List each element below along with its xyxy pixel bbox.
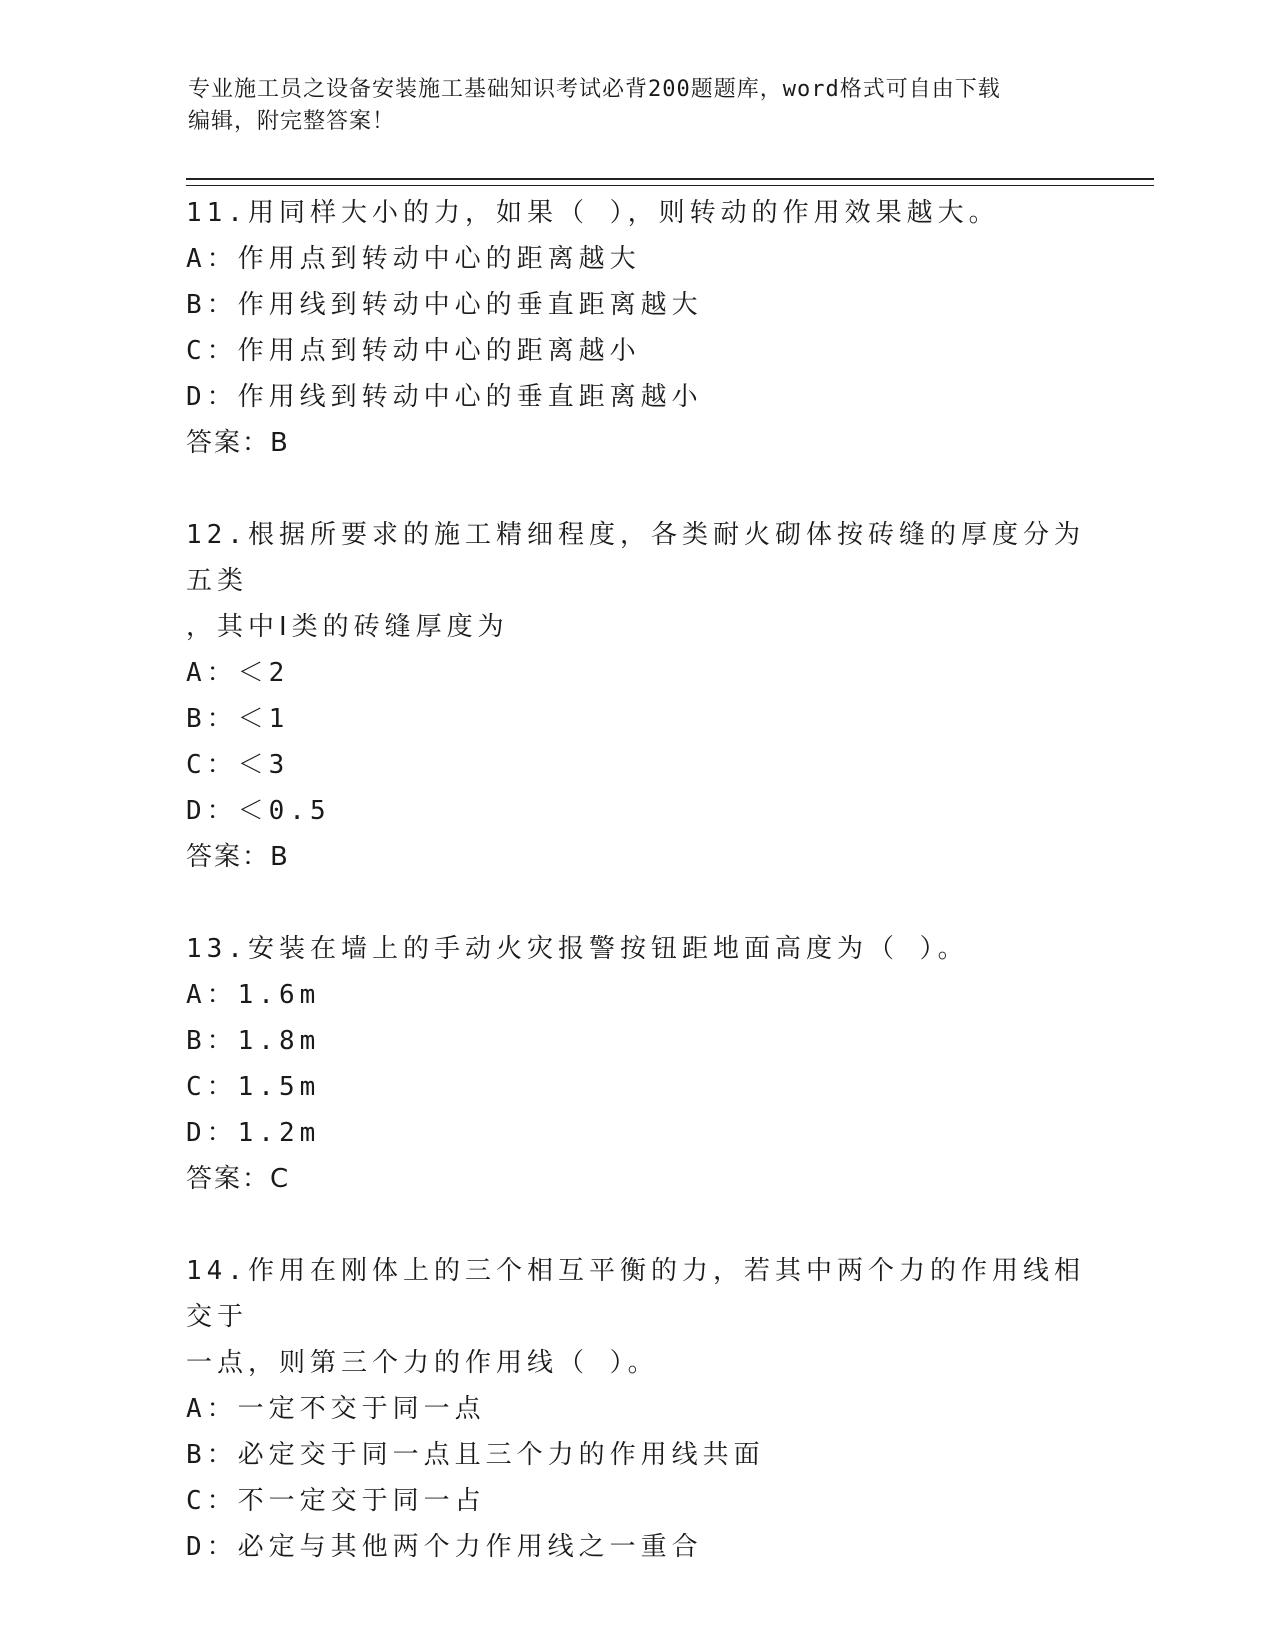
option-b: B：作用线到转动中心的垂直距离越大 — [186, 290, 703, 320]
option-a: A：＜2 — [186, 658, 290, 688]
question-stem-continued: ，其中Ⅰ类的砖缝厚度为 — [186, 612, 509, 642]
question-list — [186, 190, 1086, 1616]
question-stem: 13.安装在墙上的手动火灾报警按钮距地面高度为（ ）。 — [186, 934, 969, 964]
question-stem: 11.用同样大小的力，如果（ ），则转动的作用效果越大。 — [186, 198, 1000, 228]
option-d: D：必定与其他两个力作用线之一重合 — [186, 1532, 703, 1562]
answer-line: 答案：C — [186, 1164, 291, 1194]
option-a: A：一定不交于同一点 — [186, 1394, 486, 1424]
question-stem-continued: 一点，则第三个力的作用线（ ）。 — [186, 1348, 659, 1378]
question-12 — [186, 512, 1086, 880]
answer-line: 答案：B — [186, 428, 290, 458]
header-divider — [186, 178, 1154, 186]
option-b: B：＜1 — [186, 704, 290, 734]
question-13 — [186, 926, 1086, 1202]
document-header — [188, 74, 1088, 138]
answer-line: 答案：B — [186, 842, 290, 872]
option-d: D：作用线到转动中心的垂直距离越小 — [186, 382, 703, 412]
option-b: B：1.8m — [186, 1026, 321, 1056]
option-a: A：1.6m — [186, 980, 321, 1010]
option-c: C：1.5m — [186, 1072, 321, 1102]
question-14 — [186, 1248, 1086, 1570]
option-d: D：1.2m — [186, 1118, 321, 1148]
option-c: C：＜3 — [186, 750, 290, 780]
header-title-line-2: 编辑，附完整答案！ — [188, 109, 396, 134]
option-c: C：作用点到转动中心的距离越小 — [186, 336, 641, 366]
question-stem: 14.作用在刚体上的三个相互平衡的力，若其中两个力的作用线相交于 — [186, 1256, 1085, 1332]
question-stem: 12.根据所要求的施工精细程度，各类耐火砌体按砖缝的厚度分为五类 — [186, 520, 1085, 596]
option-a: A：作用点到转动中心的距离越大 — [186, 244, 641, 274]
option-d: D：＜0.5 — [186, 796, 331, 826]
header-title-line-1: 专业施工员之设备安装施工基础知识考试必背200题题库，word格式可自由下载 — [188, 77, 1001, 102]
option-b: B：必定交于同一点且三个力的作用线共面 — [186, 1440, 765, 1470]
question-11 — [186, 190, 1086, 466]
option-c: C：不一定交于同一占 — [186, 1486, 486, 1516]
